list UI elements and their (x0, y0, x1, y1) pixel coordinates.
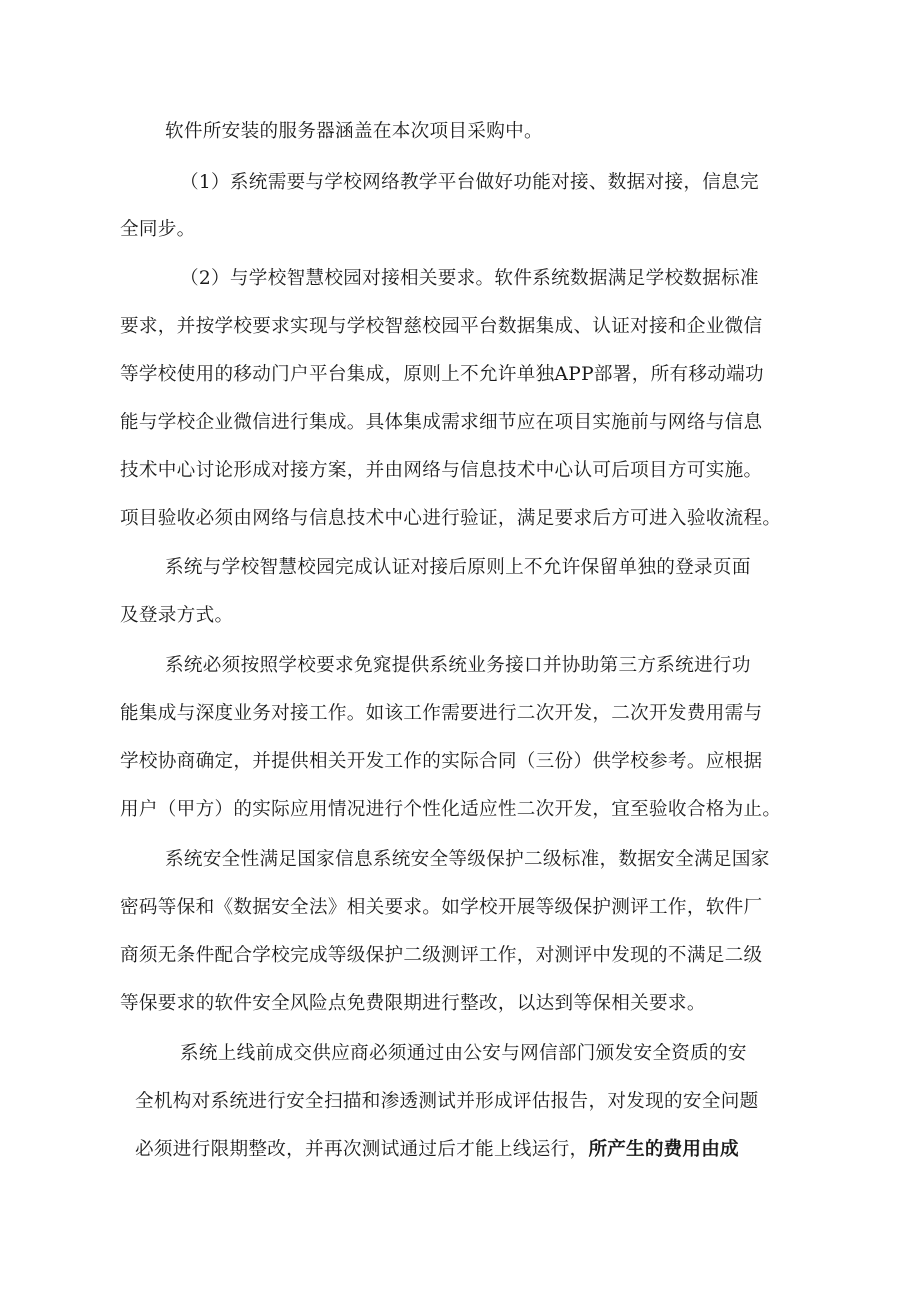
paragraph-line: 项目验收必须由网络与信息技术中心进行验证，满足要求后方可进入验收流程。 (120, 508, 782, 529)
paragraph-line: 及登录方式。 (120, 605, 234, 626)
paragraph-line: 等保要求的软件安全风险点免费限期进行整改，以达到等保相关要求。 (120, 993, 706, 1014)
paragraph-line: 用户（甲方）的实际应用情况进行个性化适应性二次开发，宜至验收合格为止。 (120, 799, 782, 820)
paragraph-line: 系统与学校智慧校园完成认证对接后原则上不允许保留单独的登录页面 (165, 557, 751, 578)
paragraph-line: 学校协商确定，并提供相关开发工作的实际合同（三份）供学校参考。应根据 (120, 751, 763, 772)
paragraph-line: 要求，并按学校要求实现与学校智慈校园平台数据集成、认证对接和企业微信 (120, 316, 763, 337)
paragraph-line: 能与学校企业微信进行集成。具体集成需求细节应在项目实施前与网络与信息 (120, 412, 763, 433)
paragraph-line: 软件所安装的服务器涵盖在本次项目采购中。 (165, 121, 543, 142)
paragraph-line: （2）与学校智慧校园对接相关要求。软件系统数据满足学校数据标准 (180, 268, 759, 289)
paragraph-line: 系统安全性满足国家信息系统安全等级保护二级标准，数据安全满足国家 (165, 849, 770, 870)
bold-text: 所产生的费用由成 (588, 1139, 739, 1160)
paragraph-line: 系统必须按照学校要求免窕提供系统业务接口并协助第三方系统进行功 (165, 655, 751, 676)
paragraph-line: 商须无条件配合学校完成等级保护二级测评工作，对测评中发现的不满足二级 (120, 945, 763, 966)
paragraph-line: 技术中心讨论形成对接方案，并由网络与信息技术中心认可后项目方可实施。 (120, 460, 763, 481)
paragraph-line: 全机构对系统进行安全扫描和渗透测试并形成评估报告，对发现的安全问题 (135, 1091, 759, 1112)
paragraph-line: 系统上线前成交供应商必须通过由公安与网信部门颁发安全资质的安 (180, 1043, 747, 1064)
paragraph-line: 能集成与深度业务对接工作。如该工作需要进行二次开发，二次开发费用需与 (120, 703, 763, 724)
paragraph-line: 密码等保和《数据安全法》相关要求。如学校开展等级保护测评工作，软件厂 (120, 897, 763, 918)
paragraph-line (135, 1138, 739, 1162)
paragraph-line: （1）系统需要与学校网络教学平台做好功能对接、数据对接，信息完 (180, 172, 759, 193)
paragraph-text: 必须进行限期整改，并再次测试通过后才能上线运行， (135, 1139, 589, 1160)
paragraph-line: 等学校使用的移动门户平台集成，原则上不允许单独APP部署，所有移动端功 (120, 364, 764, 385)
paragraph-line: 全同步。 (120, 219, 196, 240)
